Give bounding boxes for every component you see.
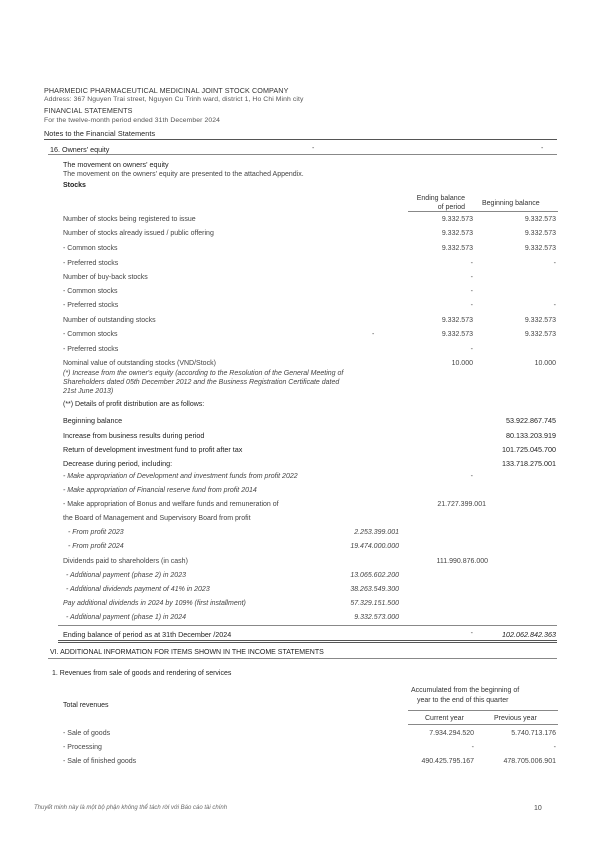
cell-value: - [470,260,473,267]
cell-value: 10.000 [451,360,473,367]
cell-value: 9.332.573 [524,230,556,237]
row-label: - Preferred stocks [63,302,119,309]
footnote-heading: (**) Details of profit distribution are as follows: [63,401,205,408]
row-label: - Preferred stocks [63,260,119,267]
company-address: Address: 367 Nguyen Trai street, Nguyen Cu Trinh ward, district 1, Ho Chi Minh city [44,96,304,103]
column-rule [408,724,558,725]
cell-value: - [553,260,556,267]
row-label: Number of stocks already issued / public offering [63,230,214,237]
cell-value: 101.725.045.700 [502,445,556,454]
cell-value: - [553,744,556,751]
column-header: Current year [425,715,464,722]
row-label: - Preferred stocks [63,346,119,353]
row-label: Decrease during period, including: [63,459,173,468]
row-label: - Common stocks [63,331,118,338]
cell-value: 9.332.573 [441,245,473,252]
cell-value: - [470,274,473,281]
row-label: Ending balance of period as at 31th December /2024 [63,630,232,639]
row-label: Dividends paid to shareholders (in cash) [63,558,188,565]
row-label: - From profit 2023 [68,529,124,536]
cell-value: 19.474.000.000 [350,543,399,550]
row-label: - Common stocks [63,288,118,295]
row-label: - Make appropriation of Financial reserve fund from profit 2014 [63,487,257,494]
row-label: Number of buy-back stocks [63,274,148,281]
cell-value: 478.705.006.901 [503,758,556,765]
cell-value: - [470,473,473,480]
cell-value: 111.990.876.000 [436,558,488,565]
row-label: - Make appropriation of Development and investment funds from profit 2022 [63,473,298,480]
row-label: - Additional dividends payment of 41% in 2023 [66,586,210,593]
subsection-text: The movement on the owners' equity are presented to the attached Appendix. [63,171,304,178]
row-label: - Make appropriation of Bonus and welfare funds and remuneration of [63,501,279,508]
report-period: For the twelve-month period ended 31th December 2024 [44,117,220,124]
cell-value: 38.263.549.300 [350,586,399,593]
subsection-title: Stocks [63,182,86,189]
cell-value: 9.332.573 [441,331,473,338]
footnote-line: Shareholders dated 05th December 2012 and the Business Registration Certificate dated [63,379,340,386]
subsection-title: 1. Revenues from sale of goods and rendering of services [52,670,232,677]
footer-note: Thuyết minh này là một bộ phận không thể tách rời với Báo cáo tài chính [34,805,228,811]
cell-value: 102.062.842.363 [502,630,556,639]
section-title: VI. ADDITIONAL INFORMATION FOR ITEMS SHOWN IN THE INCOME STATEMENTS [50,649,324,656]
cell-value: 9.332.573 [524,216,556,223]
row-label: Number of outstanding stocks [63,317,156,324]
row-label: - Additional payment (phase 2) in 2023 [66,572,186,579]
total-rule [58,640,557,641]
section-title: 16. Owners' equity [50,145,110,154]
row-label: - Additional payment (phase 1) in 2024 [66,614,186,621]
column-header: Previous year [494,715,537,722]
column-rule [408,710,558,711]
cell-value: - [553,302,556,309]
notes-title: Notes to the Financial Statements [44,129,156,138]
cell-value: 7.934.294.520 [429,730,474,737]
cell-value: 9.332.573 [441,317,473,324]
cell-value: 9.332.573.000 [354,614,399,621]
footnote-line: 21st June 2013) [63,388,114,395]
row-label: - From profit 2024 [68,543,124,550]
cell-value: 9.332.573 [441,230,473,237]
cell-value: 9.332.573 [524,331,556,338]
row-label: the Board of Management and Supervisory Board from profit [63,515,251,522]
cell-value: 2.253.399.001 [354,529,399,536]
footnote-line: (*) Increase from the owner's equity (according to the Resolution of the General Meeting of [63,370,344,377]
row-label: Total revenues [63,702,109,709]
cell-value: 5.740.713.176 [511,730,556,737]
row-label: Beginning balance [63,416,123,425]
total-rule-double [58,642,557,643]
cell-value: 133.718.275.001 [502,459,556,468]
column-header: Accumulated from the beginning of [411,687,520,694]
section-rule [48,658,557,659]
cell-value: 490.425.795.167 [421,758,474,765]
row-label: Number of stocks being registered to issue [63,216,196,223]
total-rule [58,625,557,626]
row-label: Nominal value of outstanding stocks (VND/Stock) [63,360,216,367]
cell-value: - [470,302,473,309]
section-rule [48,154,557,155]
column-header: Ending balance [416,195,465,202]
cell-value: 10.000 [534,360,556,367]
cell-value: - [470,288,473,295]
column-header: Beginning balance [482,200,540,207]
row-label: - Sale of goods [63,730,111,737]
row-label: Pay additional dividends in 2024 by 109% (first installment) [63,600,246,607]
row-label: - Processing [63,744,102,751]
cell-value: - [470,346,473,353]
header-rule [44,139,557,140]
cell-value: 13.065.602.200 [350,572,399,579]
column-rule [408,211,558,212]
row-label: Return of development investment fund to profit after tax [63,445,243,454]
company-name: PHARMEDIC PHARMACEUTICAL MEDICINAL JOINT STOCK COMPANY [44,86,289,95]
cell-value: 9.332.573 [441,216,473,223]
column-header: of period [437,204,465,211]
subsection-title: The movement on owners' equity [63,160,169,169]
cell-value: 9.332.573 [524,317,556,324]
cell-value: 53.922.867.745 [506,416,556,425]
cell-value: 80.133.203.919 [506,431,556,440]
cell-value: 9.332.573 [524,245,556,252]
cell-value: - [470,630,473,637]
cell-value: 21.727.399.001 [437,501,486,508]
row-label: - Common stocks [63,245,118,252]
row-label: - Sale of finished goods [63,758,137,765]
page-number: 10 [534,805,542,812]
document-title: FINANCIAL STATEMENTS [44,106,133,115]
cell-value: - [471,744,474,751]
row-label: Increase from business results during period [63,431,205,440]
column-header: year to the end of this quarter [417,697,509,704]
cell-value: 57.329.151.500 [350,600,399,607]
